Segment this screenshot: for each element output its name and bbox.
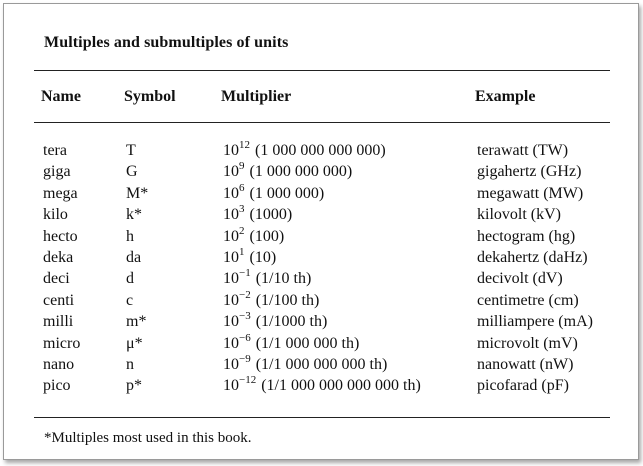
cell-symbol: h <box>126 227 134 245</box>
multiplier-value: (1 000 000 000) <box>249 163 353 181</box>
cell-symbol: T <box>126 142 136 159</box>
cell-name: giga <box>43 163 71 181</box>
multiplier-exponent: 1 <box>239 246 245 258</box>
multiplier-value: (1/1 000 000 000 000 th) <box>261 377 421 395</box>
multiplier-value: (1/1 000 000 000 th) <box>255 356 388 373</box>
table-row <box>4 353 643 377</box>
multiplier-value: (1/1 000 000 th) <box>255 334 360 352</box>
cell-name: mega <box>43 184 78 202</box>
multiplier-base: 10 <box>223 270 239 288</box>
table-row <box>4 246 643 270</box>
table-row <box>4 160 643 184</box>
multiplier-value: (1 000 000) <box>249 184 325 202</box>
header-rule <box>34 122 610 123</box>
cell-symbol: m* <box>126 313 147 331</box>
multiplier-base: 10 <box>223 291 239 309</box>
multiplier-value: (1 000 000 000 000) <box>255 142 386 159</box>
cell-name: nano <box>43 356 75 373</box>
cell-example: hectogram (hg) <box>477 227 576 245</box>
cell-name: milli <box>43 313 74 331</box>
cell-name: deka <box>43 249 74 266</box>
multiplier-exponent: 2 <box>239 224 245 237</box>
cell-name: tera <box>43 142 67 159</box>
multiplier-exponent: −2 <box>239 288 251 301</box>
bottom-rule <box>34 417 610 418</box>
multiplier-exponent: −1 <box>239 267 251 280</box>
cell-symbol: k* <box>126 206 142 224</box>
header-multiplier: Multiplier <box>221 88 292 105</box>
cell-symbol: p* <box>126 377 142 395</box>
header-name: Name <box>41 88 81 105</box>
cell-symbol: d <box>126 270 134 288</box>
multiplier-value: (1/1000 th) <box>255 313 328 331</box>
multiplier-value: (10) <box>249 249 277 266</box>
top-rule <box>34 70 610 71</box>
multiplier-exponent: −9 <box>239 353 251 365</box>
cell-example: gigahertz (GHz) <box>477 163 582 181</box>
cell-multiplier <box>223 203 293 224</box>
cell-multiplier <box>223 353 388 374</box>
multiplier-exponent: 6 <box>239 181 245 194</box>
cell-multiplier <box>223 310 328 331</box>
cell-symbol: μ* <box>126 334 143 352</box>
table-row <box>4 181 643 206</box>
multiplier-base: 10 <box>223 356 239 373</box>
cell-example: centimetre (cm) <box>477 291 579 309</box>
multiplier-base: 10 <box>223 313 239 331</box>
multiplier-base: 10 <box>223 163 239 181</box>
multiplier-base: 10 <box>223 249 239 266</box>
cell-example: picofarad (pF) <box>477 377 569 395</box>
cell-symbol: n <box>126 356 134 373</box>
cell-example: nanowatt (nW) <box>477 356 574 373</box>
table-row <box>4 331 643 356</box>
multiplier-base: 10 <box>223 142 239 159</box>
table-row <box>4 203 643 227</box>
cell-multiplier <box>223 331 360 353</box>
cell-multiplier <box>223 246 277 267</box>
multiplier-base: 10 <box>223 184 239 202</box>
multiplier-exponent: 9 <box>239 160 245 173</box>
multiplier-value: (1/10 th) <box>255 270 312 288</box>
multiplier-value: (100) <box>249 227 285 245</box>
cell-name: deci <box>43 270 70 288</box>
cell-example: dekahertz (daHz) <box>477 249 588 266</box>
multiplier-base: 10 <box>223 334 239 352</box>
multiplier-exponent: −12 <box>239 374 257 387</box>
table-row <box>4 288 643 313</box>
cell-multiplier <box>223 139 386 160</box>
cell-multiplier <box>223 224 285 246</box>
multiplier-exponent: −6 <box>239 331 251 344</box>
cell-symbol: c <box>126 291 134 309</box>
table-row <box>4 224 643 249</box>
multiplier-base: 10 <box>223 206 239 224</box>
cell-multiplier <box>223 374 421 395</box>
cell-name: centi <box>43 291 75 309</box>
table-title: Multiples and submultiples of units <box>44 34 289 51</box>
cell-symbol: M* <box>126 184 149 202</box>
table-frame <box>3 3 639 460</box>
multiplier-exponent: 12 <box>239 139 250 151</box>
cell-example: kilovolt (kV) <box>477 206 561 224</box>
table-row <box>4 374 643 398</box>
cell-multiplier <box>223 181 325 203</box>
table-row <box>4 267 643 291</box>
cell-name: pico <box>43 377 71 395</box>
multiplier-value: (1000) <box>249 206 293 224</box>
cell-example: microvolt (mV) <box>477 334 578 352</box>
multiplier-base: 10 <box>223 377 239 395</box>
cell-example: terawatt (TW) <box>477 142 569 159</box>
multiplier-exponent: 3 <box>239 203 245 216</box>
cell-symbol: G <box>126 163 138 181</box>
header-symbol: Symbol <box>124 88 176 105</box>
cell-name: kilo <box>43 206 68 224</box>
table-row <box>4 310 643 334</box>
cell-multiplier <box>223 160 353 181</box>
header-example: Example <box>475 88 536 105</box>
cell-name: micro <box>43 334 81 352</box>
cell-example: megawatt (MW) <box>477 184 584 202</box>
cell-symbol: da <box>126 249 142 266</box>
footnote: *Multiples most used in this book. <box>44 430 252 446</box>
multiplier-exponent: −3 <box>239 310 251 323</box>
cell-example: decivolt (dV) <box>477 270 563 288</box>
multiplier-base: 10 <box>223 227 239 245</box>
cell-multiplier <box>223 288 320 310</box>
table-row <box>4 139 643 163</box>
cell-name: hecto <box>43 227 78 245</box>
cell-example: milliampere (mA) <box>477 313 593 331</box>
multiplier-value: (1/100 th) <box>255 291 320 309</box>
cell-multiplier <box>223 267 312 288</box>
